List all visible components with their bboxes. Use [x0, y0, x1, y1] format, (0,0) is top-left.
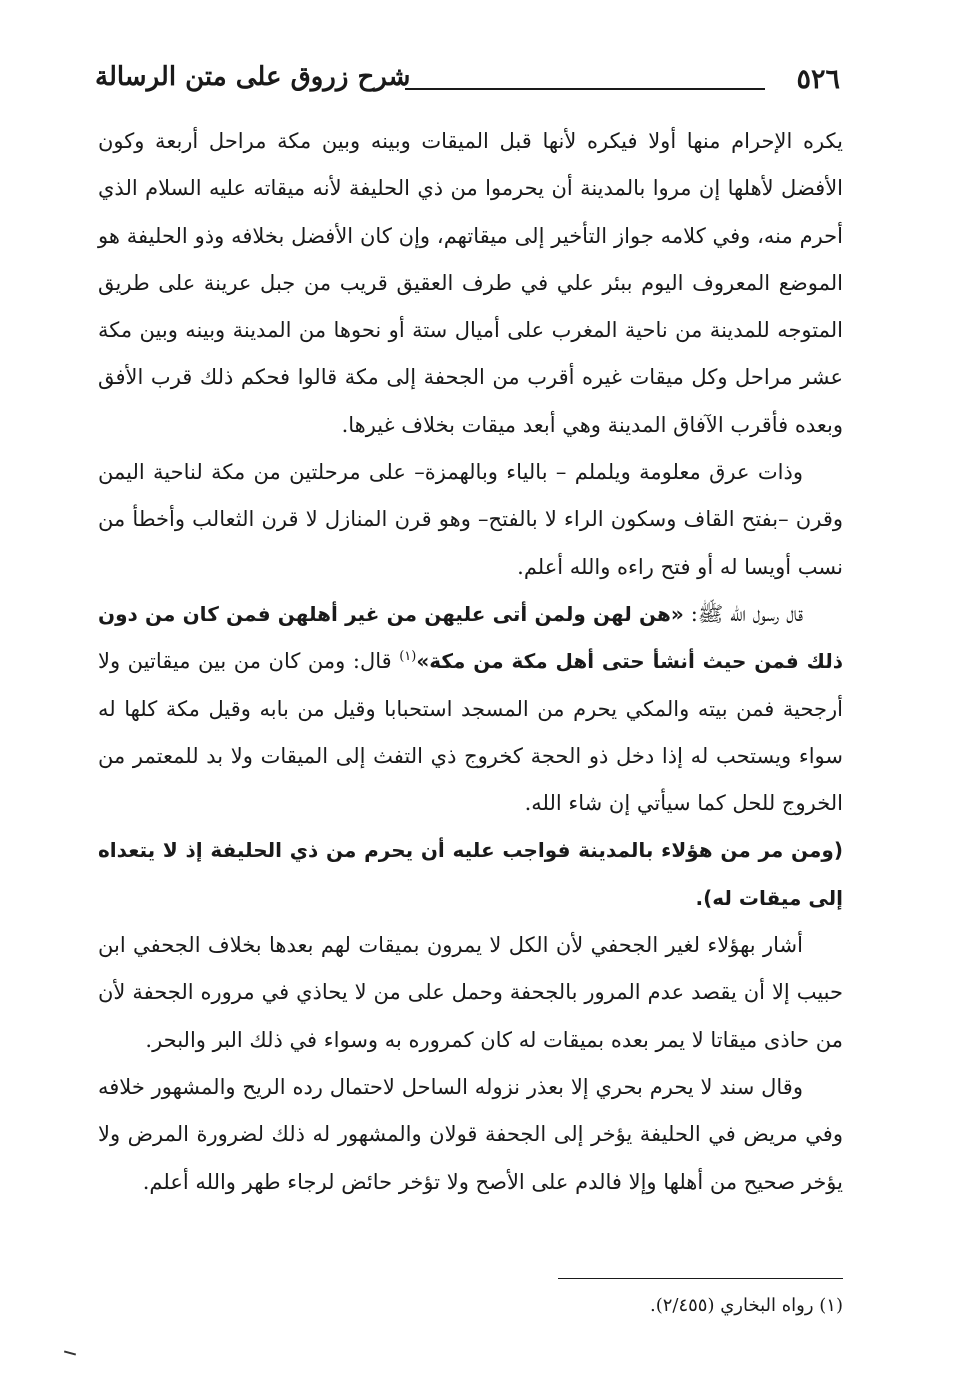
body-text: [98, 118, 843, 1206]
paragraph-2: وذات عرق معلومة ويلملم – بالياء وبالهمزة– على مرحلتين من مكة لناحية اليمن وقرن –بفتح القاف وسكون الراء لا بالفتح– وهو قرن المنازل لا قرن الثعالب وأخطأ من نسب أويسا له أو فتح راءه والله أعلم.: [98, 460, 843, 579]
footnote-reference: (١): [399, 649, 417, 665]
hadith-intro: قال رسول الله ﷺ:: [683, 601, 804, 626]
paragraph-5: أشار بهؤلاء لغير الجحفي لأن الكل لا يمرون بميقات لهم بعدها بخلاف الجحفي ابن حبيب إلا أن يقصد عدم المرور بالجحفة وحمل على من لا يحاذي في مروره الجحفة لأن من حاذى ميقاتا لا يمر بعده بميقات له كان كمروره به وسواء في ذلك البر والبحر.: [98, 933, 843, 1052]
scan-mark: [64, 1350, 76, 1355]
matn-text: (ومن مر من هؤلاء بالمدينة فواجب عليه أن يحرم من ذي الحليفة إذ لا يتعداه إلى ميقات له).: [98, 838, 843, 910]
page-number: ٥٢٦: [796, 64, 840, 95]
paragraph-1: يكره الإحرام منها أولا فيكره لأنها قبل الميقات وبينه وبين مكة مراحل أربعة وكون الأفضل لأهلها إن مروا بالمدينة أن يحرموا من ذي الحليفة لأنه ميقاته عليه السلام الذي أحرم منه، وفي كلامه جواز التأخير إلى ميقاتهم، وإن كان الأفضل بخلافه وذو الحليفة هو الموضع المعروف اليوم ببئر علي في طرف العقيق قريب من جبل عرينة على طريق المتوجه للمدينة من ناحية المغرب على أميال ستة أو نحوها من المدينة وبينه وبين مكة عشر مراحل وكل ميقات غيره أقرب من الجحفة إلى مكة قالوا فحكم ذلك قرب الأفق وبعده فأقرب الآفاق المدينة وهي أبعد ميقات بخلاف غيرها.: [98, 129, 843, 437]
paragraph-3-rest: قال: ومن كان من بين ميقاتين ولا أرجحية فمن بيته والمكي يحرم من المسجد استحبابا وقيل من بابه وقيل مكة كلها له سواء ويستحب له إذا دخل ذو الحجة كخروج ذي التفث إلى الميقات ولا بد للمعتمر من الخروج للحل كما سيأتي إن شاء الله.: [98, 649, 843, 816]
page-header: [95, 58, 840, 108]
footnote-rule: [558, 1278, 843, 1279]
header-rule: [405, 88, 765, 90]
footnote: (١) رواه البخاري (٢/٤٥٥).: [649, 1295, 843, 1316]
paragraph-3: [98, 591, 843, 827]
paragraph-6: وقال سند لا يحرم بحري إلا بعذر نزوله الساحل لاحتمال رده الريح والمشهور خلافه وفي مريض في الحليفة يؤخر إلى الجحفة قولان والمشهور له ذلك لضرورة المرض ولا يؤخر صحيح من أهلها وإلا فالدم على الأصح ولا تؤخر حائض لرجاء طهر والله أعلم.: [98, 1074, 843, 1194]
hadith-quote: «هن لهن ولمن أتى عليهن من غير أهلهن فمن كان من دون ذلك فمن حيث أنشأ حتى أهل مكة من مكة»: [98, 601, 843, 674]
book-title: شرح زروق على متن الرسالة: [95, 62, 411, 92]
